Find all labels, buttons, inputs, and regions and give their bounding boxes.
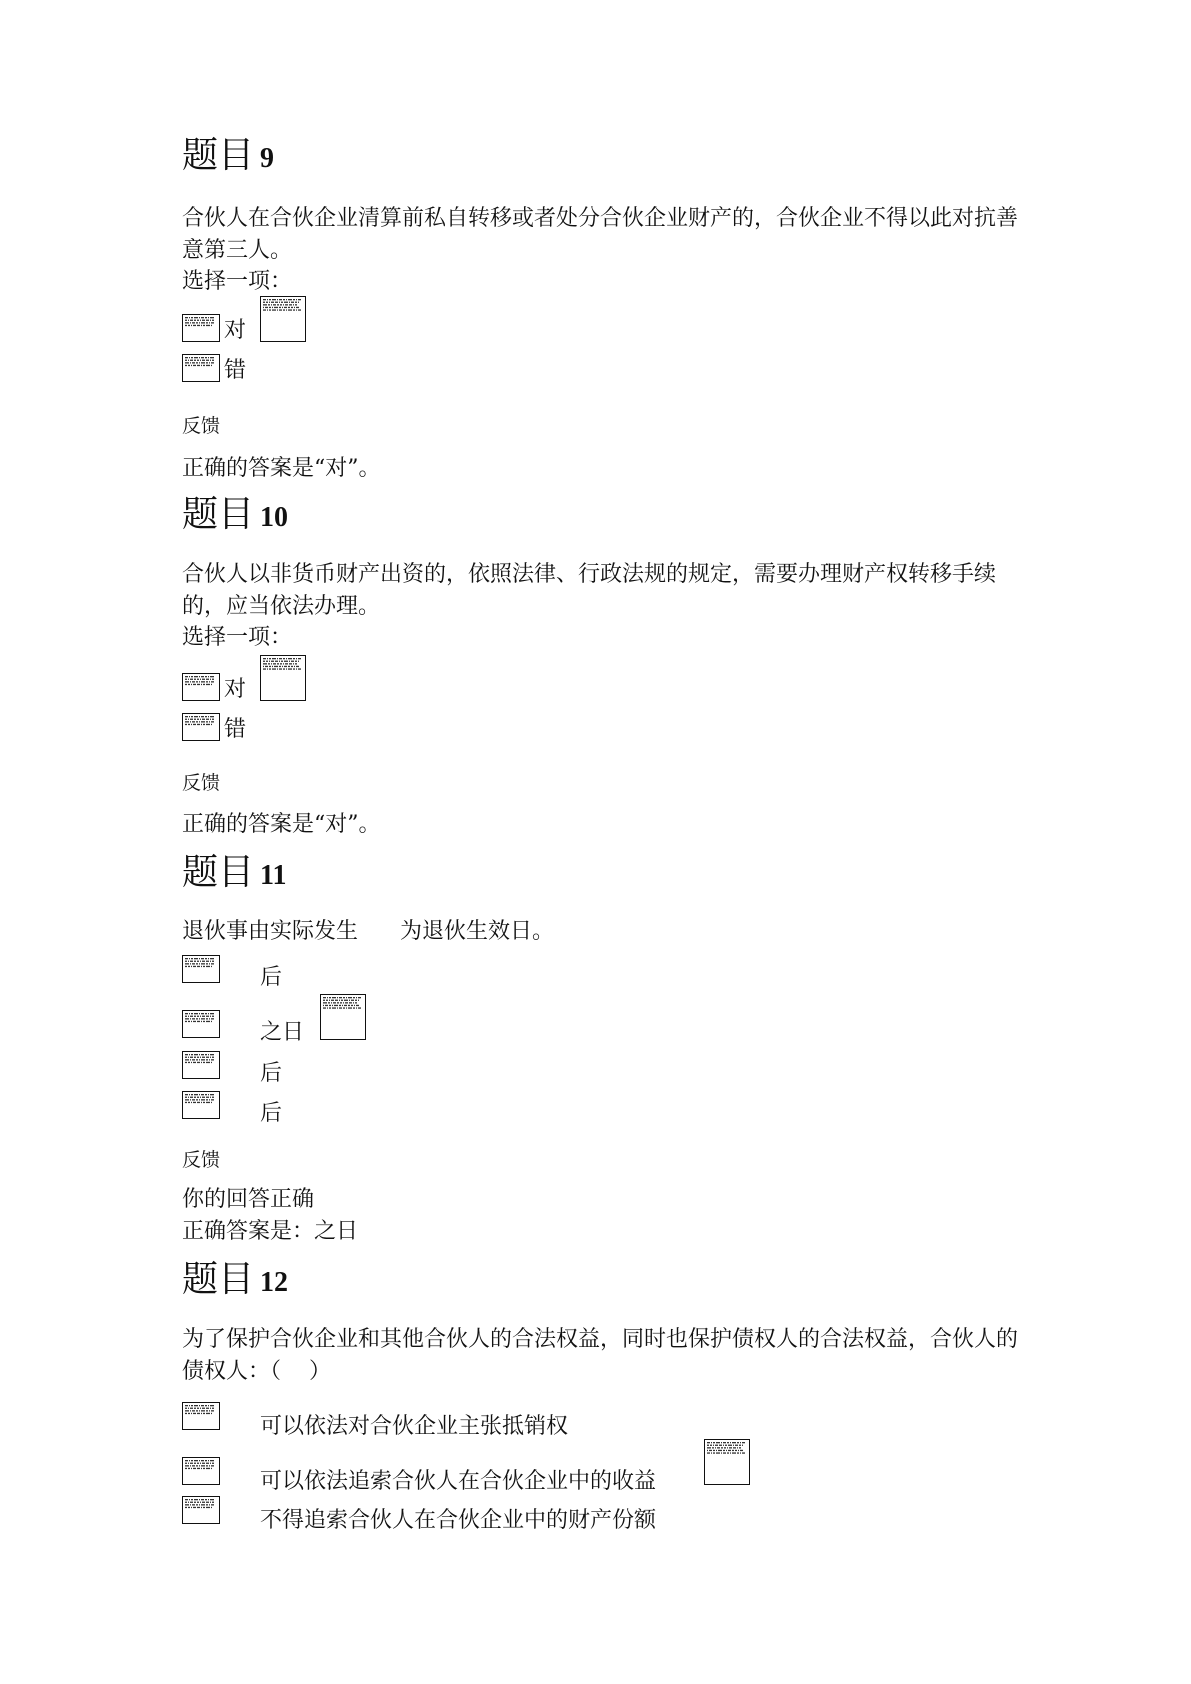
feedback-text: 正确的答案是“对”。	[182, 456, 381, 481]
question-text: 退伙事由实际发生 为退伙生效日。	[182, 919, 554, 944]
option-label: 错	[224, 717, 247, 742]
icon-glyph	[184, 1093, 217, 1105]
icon-glyph	[184, 1012, 217, 1024]
question-prompt: 选择一项：	[182, 269, 293, 294]
option-false[interactable]	[182, 354, 982, 388]
question-number: 9	[260, 143, 275, 174]
selected-answer-icon	[260, 655, 306, 701]
selected-answer-icon	[320, 994, 366, 1040]
option-a[interactable]	[182, 955, 982, 989]
icon-glyph	[184, 715, 217, 727]
feedback-result: 你的回答正确	[182, 1187, 315, 1212]
radio-button-icon[interactable]	[182, 1496, 220, 1524]
option-label: 之日	[260, 1020, 305, 1045]
icon-glyph	[184, 957, 217, 969]
icon-glyph	[184, 356, 217, 368]
question-title	[182, 852, 287, 893]
feedback-heading: 反馈	[182, 415, 221, 437]
option-c[interactable]	[182, 1051, 982, 1085]
selected-answer-icon	[704, 1439, 750, 1485]
radio-button-icon[interactable]	[182, 354, 220, 382]
radio-button-icon[interactable]	[182, 955, 220, 983]
feedback-answer: 正确答案是：之日	[182, 1219, 359, 1244]
question-text: 为了保护合伙企业和其他合伙人的合法权益，同时也保护债权人的合法权益，合伙人的债权人：（ ）	[182, 1327, 1019, 1384]
icon-glyph	[262, 298, 303, 312]
option-label: 后	[260, 1101, 283, 1126]
icon-glyph	[184, 675, 217, 687]
icon-glyph	[322, 996, 363, 1010]
icon-glyph	[184, 316, 217, 328]
option-label: 对	[224, 677, 247, 702]
question-number: 12	[260, 1267, 289, 1298]
icon-glyph	[184, 1404, 217, 1416]
question-text: 合伙人以非货币财产出资的，依照法律、行政法规的规定，需要办理财产权转移手续的，应当依法办理。	[182, 562, 997, 619]
option-true[interactable]	[182, 314, 982, 348]
radio-button-icon[interactable]	[182, 673, 220, 701]
option-label: 不得追索合伙人在合伙企业中的财产份额	[260, 1508, 657, 1533]
question-title-word: 题目	[182, 1259, 255, 1300]
question-number: 11	[260, 860, 287, 891]
option-label: 后	[260, 965, 283, 990]
question-number: 10	[260, 502, 289, 533]
option-label: 对	[224, 318, 247, 343]
option-label: 可以依法对合伙企业主张抵销权	[260, 1414, 569, 1439]
question-title	[182, 494, 289, 535]
question-title-word: 题目	[182, 135, 255, 176]
radio-button-icon[interactable]	[182, 1402, 220, 1430]
feedback-heading: 反馈	[182, 772, 221, 794]
radio-button-icon[interactable]	[182, 1457, 220, 1485]
feedback-text: 正确的答案是“对”。	[182, 812, 381, 837]
option-c[interactable]	[182, 1496, 982, 1533]
radio-button-icon[interactable]	[182, 1010, 220, 1038]
question-text: 合伙人在合伙企业清算前私自转移或者处分合伙企业财产的，合伙企业不得以此对抗善意第三人。	[182, 206, 1019, 263]
radio-button-icon[interactable]	[182, 314, 220, 342]
radio-button-icon[interactable]	[182, 713, 220, 741]
question-title-word: 题目	[182, 852, 255, 893]
icon-glyph	[184, 1459, 217, 1471]
option-label: 后	[260, 1061, 283, 1086]
question-title-word: 题目	[182, 494, 255, 535]
icon-glyph	[262, 657, 303, 671]
option-label: 可以依法追索合伙人在合伙企业中的收益	[260, 1469, 657, 1494]
question-title	[182, 135, 275, 176]
option-a[interactable]	[182, 1402, 982, 1439]
radio-button-icon[interactable]	[182, 1051, 220, 1079]
selected-answer-icon	[260, 296, 306, 342]
option-label: 错	[224, 358, 247, 383]
question-title	[182, 1259, 289, 1300]
option-b[interactable]	[182, 1010, 982, 1044]
icon-glyph	[706, 1441, 747, 1455]
icon-glyph	[184, 1053, 217, 1065]
option-b[interactable]	[182, 1457, 982, 1494]
option-false[interactable]	[182, 713, 982, 747]
option-true[interactable]	[182, 673, 982, 707]
feedback-heading: 反馈	[182, 1149, 221, 1171]
radio-button-icon[interactable]	[182, 1091, 220, 1119]
question-prompt: 选择一项：	[182, 625, 293, 650]
icon-glyph	[184, 1498, 217, 1510]
option-d[interactable]	[182, 1091, 982, 1125]
